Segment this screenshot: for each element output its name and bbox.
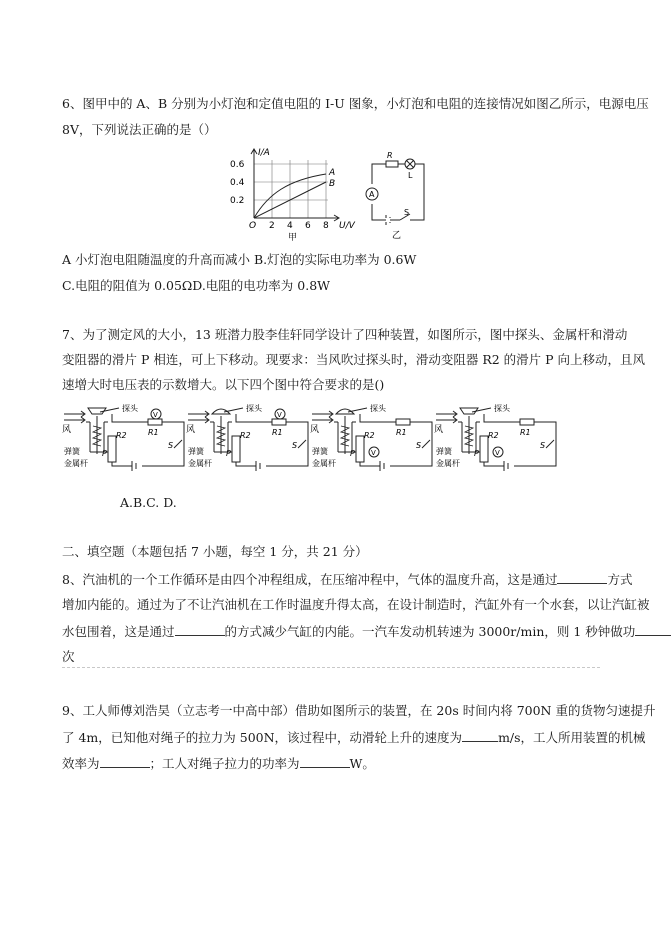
answer-blank-6[interactable] bbox=[300, 755, 350, 768]
q9-line-1: 9、工人师傅刘浩昊（立志考一中高中部）借助如图所示的装置，在 20s 时间内将 700N 重的货物匀速提升 bbox=[62, 703, 656, 718]
q6-options-cd: C.电阻的阻值为 0.05ΩD.电阻的电功率为 0.8W bbox=[62, 278, 331, 293]
wind-gauge-diagrams bbox=[64, 400, 564, 488]
answer-blank-2[interactable] bbox=[175, 623, 225, 636]
q9-text-5: W。 bbox=[349, 756, 375, 771]
q6-circuit-figure bbox=[364, 152, 434, 244]
diagram-c bbox=[310, 403, 432, 471]
curve-b-label: B bbox=[329, 179, 336, 189]
ammeter-label: A bbox=[369, 190, 375, 199]
x-tick-label: 2 bbox=[269, 221, 275, 231]
origin-label: O bbox=[249, 221, 257, 231]
y-tick-label: 0.6 bbox=[230, 160, 245, 170]
y-axis-label: I/A bbox=[258, 148, 270, 158]
q6-options-ab: A 小灯泡电阻随温度的升高而减小 B.灯泡的实际电功率为 0.6W bbox=[62, 252, 417, 267]
curve-a-label: A bbox=[329, 168, 336, 178]
q7-options: A.B.C. D. bbox=[120, 495, 177, 510]
q9-line-2 bbox=[62, 729, 646, 746]
q8-line-2: 增加内能的。通过为了不让汽油机在工作时温度升得太高，在设计制造时，汽缸外有一个水套，以让汽缸被 bbox=[62, 597, 650, 612]
answer-blank-1[interactable] bbox=[557, 571, 607, 584]
q7-line-3: 速增大时电压表的示数增大。以下四个图中符合要求的是() bbox=[62, 377, 385, 392]
lamp-l-label: L bbox=[408, 171, 413, 180]
svg-text:V: V bbox=[495, 449, 500, 457]
q9-text-3: 效率为 bbox=[62, 756, 100, 771]
divider-line bbox=[62, 667, 600, 668]
circuit-caption: 乙 bbox=[392, 231, 402, 241]
q8-text-2: 方式 bbox=[607, 572, 633, 587]
x-axis-label: U/V bbox=[339, 221, 355, 231]
svg-text:V: V bbox=[371, 449, 376, 457]
q8-text-4: 的方式减少气缸的内能。一汽车发动机转速为 3000r/min，则 1 秒钟做功 bbox=[224, 624, 636, 639]
resistor-r-label: R bbox=[387, 151, 393, 160]
q8-line-1 bbox=[62, 571, 632, 588]
diagram-b bbox=[186, 403, 308, 471]
q6-line-2: 8V，下列说法正确的是（） bbox=[62, 122, 217, 137]
q9-text-2: m/s，工人所用装置的机械 bbox=[498, 730, 646, 745]
x-tick-label: 6 bbox=[305, 221, 311, 231]
graph-caption: 甲 bbox=[288, 233, 298, 243]
diagram-a bbox=[62, 403, 184, 471]
diagram-d bbox=[434, 403, 556, 471]
answer-blank-3[interactable] bbox=[635, 623, 671, 636]
q8-text-3: 水包围着，这是通过 bbox=[62, 624, 175, 639]
x-tick-label: 8 bbox=[323, 221, 329, 231]
answer-blank-5[interactable] bbox=[100, 755, 150, 768]
section-2-title: 二、填空题（本题包括 7 小题，每空 1 分，共 21 分） bbox=[62, 544, 368, 559]
q9-text-1: 了 4m，已知他对绳子的拉力为 500N，该过程中，动滑轮上升的速度为 bbox=[62, 730, 463, 745]
iu-graph-figure bbox=[228, 144, 363, 244]
y-tick-label: 0.2 bbox=[230, 196, 245, 206]
q6-line-1: 6、图甲中的 A、B 分别为小灯泡和定值电阻的 I-U 图象，小灯泡和电阻的连接情况如图乙所示，电源电压 bbox=[62, 96, 649, 111]
q7-line-1: 7、为了测定风的大小，13 班潜力股李佳轩同学设计了四种装置，如图所示，图中探头、金属杆和滑动 bbox=[62, 327, 628, 342]
q8-line-4: 次 bbox=[62, 649, 75, 664]
q9-line-3 bbox=[62, 755, 375, 772]
x-tick-label: 4 bbox=[287, 221, 293, 231]
svg-text:V: V bbox=[153, 411, 158, 419]
q8-text-1: 8、汽油机的一个工作循环是由四个冲程组成，在压缩冲程中，气体的温度升高，这是通过 bbox=[62, 572, 558, 587]
q7-line-2: 变阻器的滑片 P 相连，可上下移动。现要求：当风吹过探头时，滑动变阻器 R2 的滑片 P 向上移动，且风 bbox=[62, 352, 646, 367]
switch-s-label: S bbox=[404, 208, 410, 217]
answer-blank-4[interactable] bbox=[462, 729, 498, 742]
q9-text-4: ；工人对绳子拉力的功率为 bbox=[149, 756, 300, 771]
q8-line-3 bbox=[62, 623, 671, 640]
y-tick-label: 0.4 bbox=[230, 178, 245, 188]
svg-text:V: V bbox=[277, 411, 282, 419]
